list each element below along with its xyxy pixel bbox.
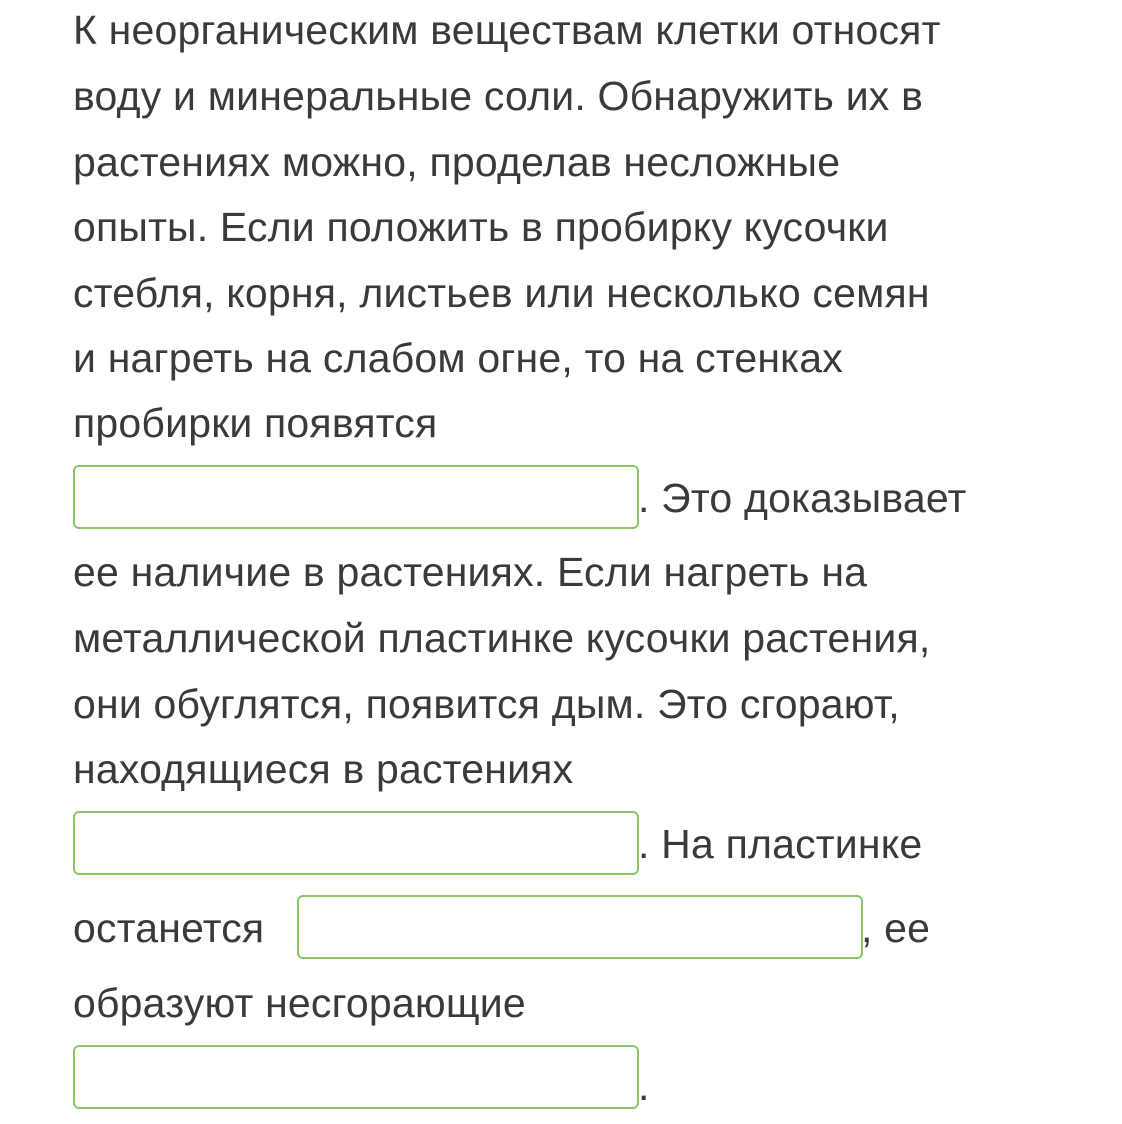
text-line: К неорганическим веществам клетки относят xyxy=(73,7,941,53)
text-line: пробирки появятся xyxy=(73,400,438,446)
text-line: находящиеся в растениях xyxy=(73,746,574,792)
answer-blank-3[interactable] xyxy=(297,895,863,959)
text-line: стебля, корня, листьев или несколько семян xyxy=(73,270,930,316)
answer-blank-2[interactable] xyxy=(73,811,639,875)
text-line: ее наличие в растениях. Если нагреть на xyxy=(73,549,868,595)
text-line: растениях можно, проделав несложные xyxy=(73,139,841,185)
text-line: и нагреть на слабом огне, то на стенках xyxy=(73,335,843,381)
text-line: они обуглятся, появится дым. Это сгорают, xyxy=(73,681,900,727)
text-line: останется xyxy=(73,905,265,951)
text-line: воду и минеральные соли. Обнаружить их в xyxy=(73,73,924,119)
text-line: . Это доказывает xyxy=(638,475,967,521)
answer-blank-4[interactable] xyxy=(73,1045,639,1109)
text-line: металлической пластинке кусочки растения, xyxy=(73,615,931,661)
answer-blank-1[interactable] xyxy=(73,465,639,529)
text-line: опыты. Если положить в пробирку кусочки xyxy=(73,204,889,250)
text-line: . xyxy=(638,1063,650,1109)
text-line: , ее xyxy=(861,905,931,951)
text-line: . На пластинке xyxy=(638,821,923,867)
text-line: образуют несгорающие xyxy=(73,980,526,1026)
